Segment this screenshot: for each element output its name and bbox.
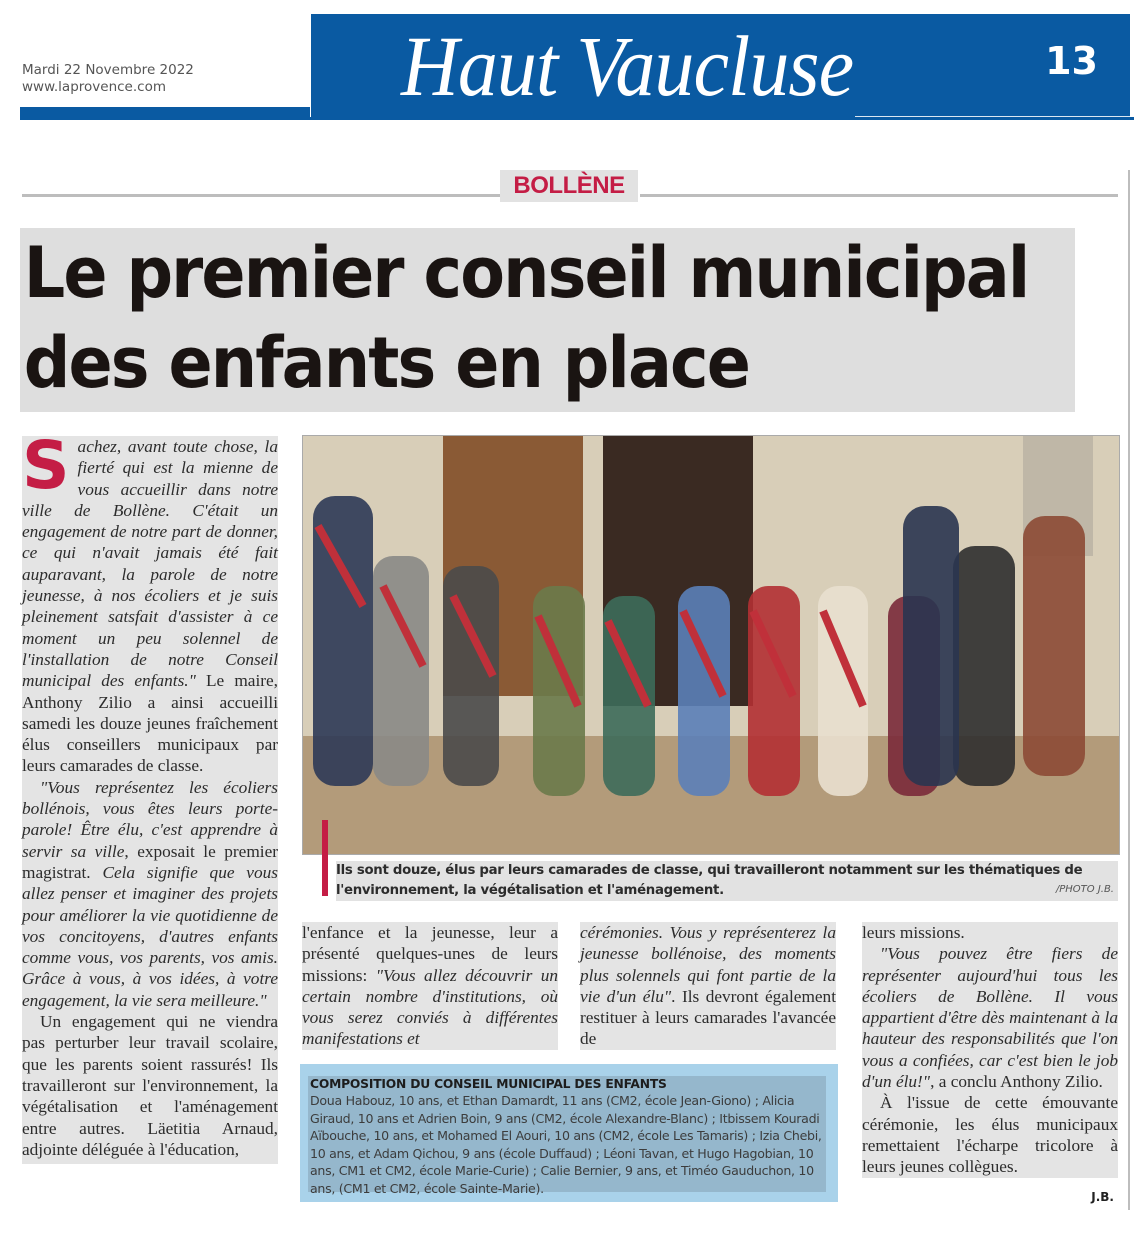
caption-text: Ils sont douze, élus par leurs camarades de classe, qui travailleront notamment sur les thématiques de l'environnement, la végétalisation et l'aménagement. xyxy=(336,863,1083,898)
article-column-3 xyxy=(580,922,836,1050)
composition-box xyxy=(300,1064,838,1202)
issue-date: Mardi 22 Novembre 2022 xyxy=(22,62,194,78)
masthead-meta xyxy=(22,62,194,96)
paragraph-engagement: Un engagement qui ne viendra pas perturber leur travail scolaire, que les parents soient rassurés! Ils travailleront sur l'environnement, la végétalisation et l'aménagement entre autres. Läetitia Arnaud, adjointe déléguée à l'éducation, xyxy=(22,1012,278,1159)
composition-title: COMPOSITION DU CONSEIL MUNICIPAL DES ENFANTS xyxy=(310,1077,667,1091)
headline-line-1: Le premier conseil municipal xyxy=(23,232,1029,314)
article-column-2 xyxy=(302,922,558,1050)
article-column-1 xyxy=(22,427,279,1164)
caption-accent-bar xyxy=(322,820,328,896)
paragraph-ceremonies xyxy=(580,922,836,1050)
kicker-rule-left xyxy=(22,194,500,197)
paragraph-quote xyxy=(22,777,278,1011)
paragraph-text: , exposait le premier magistrat. xyxy=(22,841,278,882)
article-column-4 xyxy=(862,922,1118,1178)
quote-deputy: "Vous allez découvrir un certain nombre d'institutions, où vous serez conviés à différentes manifestations et xyxy=(302,965,559,1049)
paragraph-missions-end: leurs missions. xyxy=(862,923,965,942)
quote-deputy-cont: cérémonies. Vous y représenterez la jeunesse bollénoise, des moments plus solennels qui font partie de la vie d'un élu" xyxy=(580,923,836,1006)
paragraph-conclusion-quote xyxy=(862,943,1118,1092)
composition-box-inner xyxy=(308,1076,826,1196)
paragraph-text: Le maire, Anthony Zilio a ainsi accueilli samedi les douze jeunes fraîchement élus conseillers municipaux par leurs camarades de classe. xyxy=(22,671,279,776)
article-headline xyxy=(20,228,1075,412)
section-title: Haut Vaucluse xyxy=(401,18,854,114)
website-link[interactable]: www.laprovence.com xyxy=(22,79,166,95)
section-banner xyxy=(311,14,1130,119)
quote-mayor-final: "Vous pouvez être fiers de représenter aujourd'hui tous les écoliers de Bollène. Il vous appartient d'être dès maintenant à la hauteur des responsabilités que l'on vous a confiées, car c'est bien le job d'un élu!" xyxy=(862,944,1118,1092)
paragraph-text: , a conclu Anthony Zilio. xyxy=(930,1072,1103,1092)
paragraph-intro xyxy=(22,427,279,777)
group-photo xyxy=(302,435,1120,855)
header-rule-bottom xyxy=(20,117,1134,120)
headline-line-2: des enfants en place xyxy=(23,322,750,404)
paragraph-closing: À l'issue de cette émouvante cérémonie, les élus municipaux remettaient l'écharpe tricolore à leurs jeunes collègues. xyxy=(862,1093,1118,1177)
quote-mayor-2: Cela signifie que vous allez penser et imaginer des projets pour améliorer la vie quotidienne de vos concitoyens, d'autres enfants comme vous, vos parents, vos amis. Grâce à vous, à vos idées, à votre engagement, la vie sera meilleure." xyxy=(22,862,278,1010)
drop-cap: S xyxy=(22,427,70,504)
quote-mayor-1: "Vous représentez les écoliers bollénois, vous êtes leurs porte-parole! Être élu, c'est apprendre à servir sa ville xyxy=(22,777,278,861)
kicker-rule-right xyxy=(640,194,1118,197)
photo-illustration xyxy=(303,436,1119,854)
composition-members: Doua Habouz, 10 ans, et Ethan Damardt, 11 ans (CM2, école Jean-Giono) ; Alicia Giraud, 10 ans et Adrien Boin, 9 ans (CM2, école Alexandre-Blanc) ; Itbissem Kouradi Aïbouche, 10 ans, et Mohamed El Aouri, 10 ans (CM2, école Les Tamaris) ; Izia Chebi, 10 ans, et Adam Qichou, 9 ans (école Duffaud) ; Léoni Tavan, et Hugo Hagobian, 10 ans, CM1 et CM2, école Marie-Curie) ; Calie Bernier, 9 ans, et Timéo Gauduchon, 10 ans, (CM1 et CM2, école Sainte-Marie). xyxy=(310,1093,822,1196)
paragraph-text: l'enfance et la jeunesse, leur a présenté quelques-unes de leurs missions: xyxy=(302,923,558,985)
column-rule-right xyxy=(1128,170,1130,1210)
paragraph-text: . Ils devront également restituer à leurs camarades l'avancée de xyxy=(580,986,836,1049)
location-kicker: BOLLÈNE xyxy=(500,170,638,202)
photo-credit: /PHOTO J.B. xyxy=(1055,884,1114,895)
paragraph-missions xyxy=(302,922,558,1050)
author-signature: J.B. xyxy=(1091,1190,1114,1204)
page-number: 13 xyxy=(1045,39,1098,83)
photo-caption xyxy=(336,861,1118,901)
quote-mayor-intro: achez, avant toute chose, la fierté qui est la mienne de vous accueillir dans notre ville de Bollène. C'était un engagement de notre part de donner, ce qui n'avait jamais été fait auparavant, la parole de notre jeunesse, à nos écoliers et je suis pleinement satsfait d'assister à ce moment un peu solennel de l'installation de notre Conseil municipal des enfants." xyxy=(22,437,278,691)
